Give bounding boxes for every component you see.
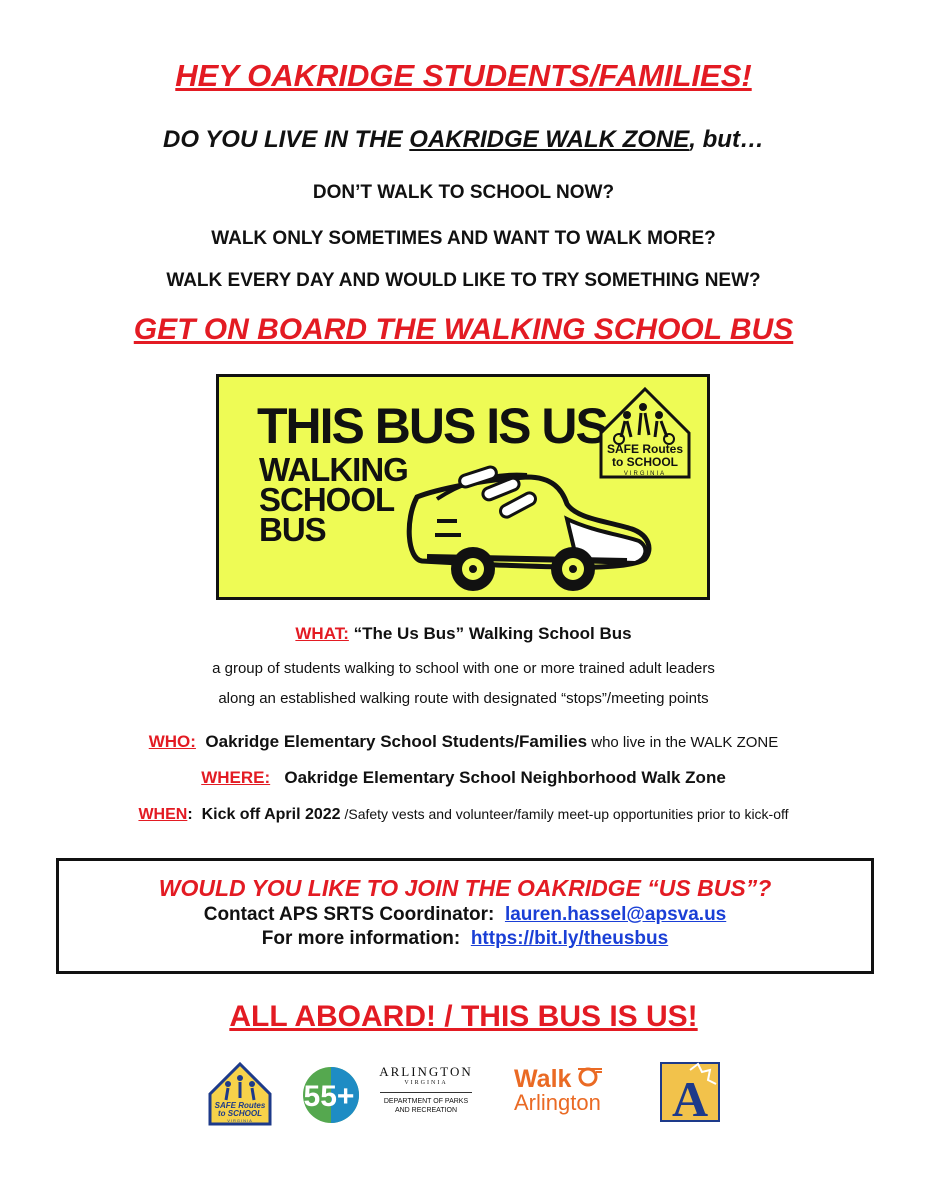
cta-heading: GET ON BOARD THE WALKING SCHOOL BUS <box>133 313 794 346</box>
contact-box <box>56 858 874 974</box>
svg-text:VIRGINIA: VIRGINIA <box>227 1118 253 1123</box>
what-label: WHAT: <box>295 624 349 643</box>
svg-text:SAFE Routes: SAFE Routes <box>214 1101 266 1110</box>
svg-text:VIRGINIA: VIRGINIA <box>623 471 667 477</box>
virginia-wordmark: VIRGINIA <box>404 1080 448 1086</box>
svg-text:SAFE Routes: SAFE Routes <box>606 442 684 456</box>
question-1: DON’T WALK TO SCHOOL NOW? <box>312 182 615 203</box>
question-2: WALK ONLY SOMETIMES AND WANT TO WALK MORE? <box>211 228 716 249</box>
page-heading: HEY OAKRIDGE STUDENTS/FAMILIES! <box>175 58 752 93</box>
who-line <box>0 732 927 752</box>
where-text: Oakridge Elementary School Neighborhood Walk Zone <box>284 768 726 787</box>
walking-school-bus-banner <box>216 374 710 600</box>
banner-line-school: SCHOOL <box>259 481 395 518</box>
when-bold: Kick off April 2022 <box>201 806 341 823</box>
wheel-front <box>451 547 495 591</box>
where-label: WHERE: <box>201 768 271 787</box>
arlington-wordmark: ARLINGTON <box>379 1064 473 1079</box>
email-link[interactable]: lauren.hassel@apsva.us <box>504 904 727 925</box>
svg-text:A: A <box>671 1071 709 1122</box>
walk-zone-suffix: , but… <box>689 126 764 153</box>
safe-routes-logo-icon <box>208 1062 272 1126</box>
who-bold: Oakridge Elementary School Students/Families <box>205 732 588 751</box>
contact-label: Contact APS SRTS Coordinator: <box>203 904 495 925</box>
arlington-wordmark-orange: Arlington <box>514 1090 601 1115</box>
logo-divider <box>380 1092 472 1093</box>
info-label: For more information: <box>261 928 461 949</box>
where-line <box>0 768 927 788</box>
banner-line-walking: WALKING <box>259 451 408 488</box>
svg-text:to SCHOOL: to SCHOOL <box>218 1109 262 1118</box>
when-text: /Safety vests and volunteer/family meet-up opportunities prior to kick-off <box>340 806 789 822</box>
walk-arlington-logo <box>514 1066 624 1114</box>
banner-line-bus: BUS <box>259 511 326 548</box>
walk-ring-icon <box>576 1066 604 1088</box>
banner-title: THIS BUS IS US <box>257 398 607 454</box>
who-text: who live in the WALK ZONE <box>587 734 779 751</box>
what-text: “The Us Bus” Walking School Bus <box>348 624 632 643</box>
question-3: WALK EVERY DAY AND WOULD LIKE TO TRY SOMETHING NEW? <box>166 270 761 291</box>
arlington-parks-logo <box>374 1064 478 1115</box>
walk-zone-question <box>0 126 927 154</box>
safe-routes-sign-icon <box>597 385 693 481</box>
walk-wordmark: Walk <box>514 1065 572 1093</box>
fifty-five-plus-logo-icon <box>302 1066 360 1124</box>
walk-zone-prefix: DO YOU LIVE IN THE <box>163 126 410 153</box>
svg-text:to SCHOOL: to SCHOOL <box>612 455 678 469</box>
all-aboard-heading: ALL ABOARD! / THIS BUS IS US! <box>229 1000 698 1033</box>
contact-title: WOULD YOU LIKE TO JOIN THE OAKRIDGE “US BUS”? <box>158 875 772 901</box>
what-line <box>0 624 927 644</box>
walk-zone-underlined: OAKRIDGE WALK ZONE <box>409 126 690 153</box>
contact-line-email <box>59 904 871 926</box>
when-label: WHEN <box>138 806 188 823</box>
what-description-2: along an established walking route with designated “stops”/meeting points <box>218 690 709 707</box>
when-line <box>0 806 927 824</box>
who-label: WHO: <box>148 732 196 751</box>
contact-line-url <box>59 928 871 950</box>
dept-line-2: AND RECREATION <box>394 1107 458 1114</box>
dept-line-1: DEPARTMENT OF PARKS <box>383 1098 469 1105</box>
svg-text:55+: 55+ <box>303 1080 355 1113</box>
aps-logo-icon <box>660 1062 720 1122</box>
url-link[interactable]: https://bit.ly/theusbus <box>470 928 669 949</box>
when-colon: : <box>187 806 193 823</box>
what-description-1: a group of students walking to school with one or more trained adult leaders <box>212 660 715 677</box>
